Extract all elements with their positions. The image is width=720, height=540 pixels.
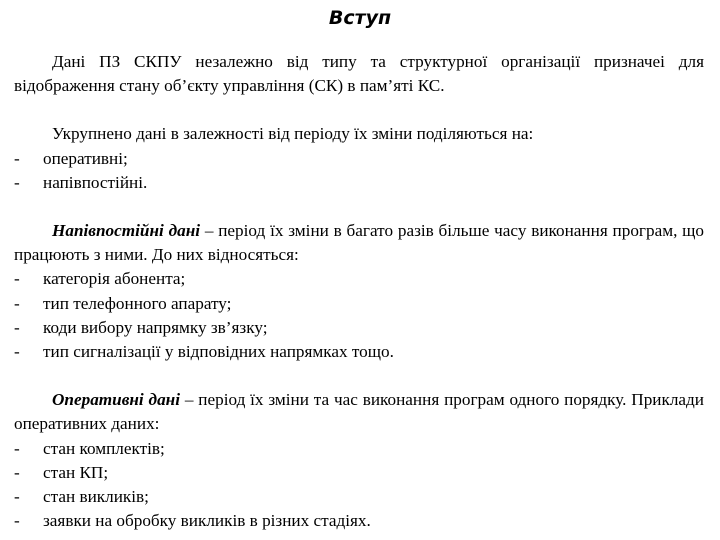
operational-list bbox=[14, 437, 704, 534]
bullet-dash: - bbox=[14, 317, 20, 337]
list-item: - категорія абонента; bbox=[14, 267, 704, 291]
bullet-dash: - bbox=[14, 438, 20, 458]
list-item: - стан комплектів; bbox=[14, 437, 704, 461]
list-item: - стан КП; bbox=[14, 461, 704, 485]
bullet-dash: - bbox=[14, 148, 20, 168]
document-body bbox=[14, 50, 704, 533]
list-item: - оперативні; bbox=[14, 147, 704, 171]
bullet-dash: - bbox=[14, 269, 20, 289]
classification-paragraph: Укрупнено дані в залежності від періоду їх зміни поділяються на: bbox=[52, 124, 534, 144]
operational-paragraph: Оперативні дані – період їх зміни та час виконання програм одного порядку. Приклади оперативних даних: bbox=[14, 390, 704, 434]
bullet-dash: - bbox=[14, 487, 20, 507]
list-item: - коди вибору напрямку зв’язку; bbox=[14, 316, 704, 340]
semi-permanent-paragraph: Напівпостійні дані – період їх зміни в багато разів більше часу виконання програм, що працюють з ними. До них відносяться: bbox=[14, 221, 705, 265]
semi-permanent-list bbox=[14, 267, 704, 364]
bullet-dash: - bbox=[14, 462, 20, 482]
list-item: - заявки на обробку викликів в різних стадіях. bbox=[14, 509, 704, 533]
page-title: Вступ bbox=[328, 7, 392, 29]
list-item: - напівпостійні. bbox=[14, 171, 704, 195]
bullet-dash: - bbox=[14, 342, 20, 362]
term-semi-permanent: Напівпостійні дані bbox=[52, 221, 201, 241]
list-item: - стан викликів; bbox=[14, 485, 704, 509]
classification-list bbox=[14, 147, 704, 195]
term-operational: Оперативні дані bbox=[52, 390, 180, 410]
bullet-dash: - bbox=[14, 511, 20, 531]
bullet-dash: - bbox=[14, 172, 20, 192]
intro-paragraph: Дані ПЗ СКПУ незалежно від типу та структурної організації призначеі для відображення стану об’єкту управління (СК) в пам’яті КС. bbox=[14, 52, 704, 96]
list-item: - тип сигналізації у відповідних напрямках тощо. bbox=[14, 340, 704, 364]
bullet-dash: - bbox=[14, 293, 20, 313]
list-item: - тип телефонного апарату; bbox=[14, 292, 704, 316]
